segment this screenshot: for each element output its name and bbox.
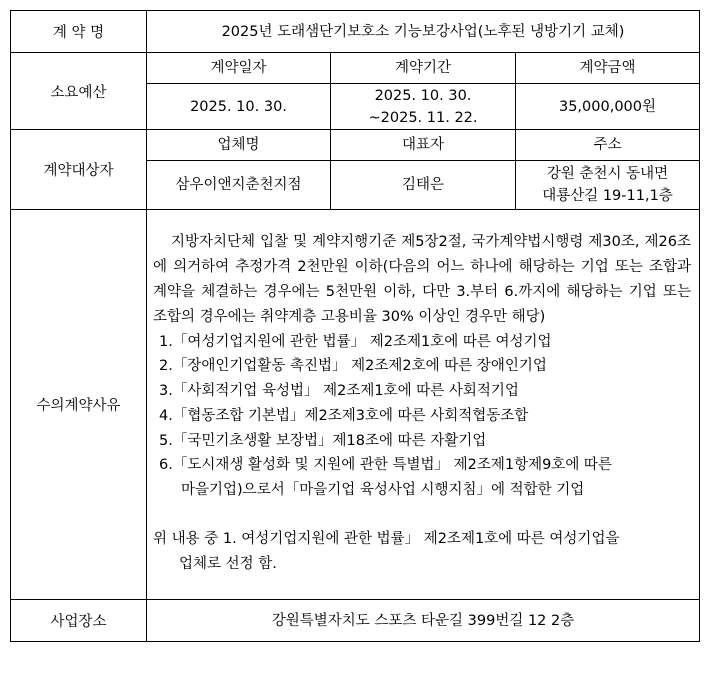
reason-spacer <box>153 503 691 527</box>
reason-item-6 <box>153 453 691 503</box>
location-value: 강원특별자치도 스포츠 타운길 399번길 12 2층 <box>147 600 700 642</box>
reason-item-2: 2.「장애인기업활동 촉진법」 제2조제2호에 따른 장애인기업 <box>159 358 547 375</box>
reason-item-5: 5.「국민기초생활 보장법」제18조에 따른 자활기업 <box>159 432 487 449</box>
budget-header-amount: 계약금액 <box>516 53 700 84</box>
reason-label: 수의계약사유 <box>11 210 147 600</box>
contractor-label: 계약대상자 <box>11 130 147 210</box>
representative-name: 김태은 <box>331 161 516 210</box>
reason-item-3: 3.「사회적기업 육성법」 제2조제1호에 따른 사회적기업 <box>159 383 519 400</box>
reason-content <box>147 210 700 600</box>
contract-period <box>331 84 516 130</box>
contract-name-label: 계 약 명 <box>11 11 147 53</box>
budget-header-row <box>11 53 700 84</box>
contractor-header-address: 주소 <box>516 130 700 161</box>
company-address-line2: 대룡산길 19-11,1층 <box>542 188 673 204</box>
contract-table <box>10 10 700 642</box>
contract-amount: 35,000,000원 <box>516 84 700 130</box>
budget-label: 소요예산 <box>11 53 147 130</box>
reason-item-6-line2: 마을기업)으로서「마을기업 육성사업 시행지침」에 적합한 기업 <box>181 482 585 499</box>
budget-header-period: 계약기간 <box>331 53 516 84</box>
location-row <box>11 600 700 642</box>
contract-name-value: 2025년 도래샘단기보호소 기능보강사업(노후된 냉방기기 교체) <box>147 11 700 53</box>
company-address-line1: 강원 춘천시 동내면 <box>546 166 669 182</box>
company-address <box>516 161 700 210</box>
reason-intro: 지방자치단체 입찰 및 계약지행기준 제5장2절, 국가계약법시행령 제30조, 제26조에 의거하여 추정가격 2천만원 이하(다음의 어느 하나에 해당하는 기업 또는 조합과 계약을 체결하는 경우에는 5천만원 이하, 다만 3.부터 6.까지에 해당하는 기업 또는 조합의 경우에는 취약계층 고용비율 30% 이상인 경우만 해당) <box>153 234 691 325</box>
reason-item-4: 4.「협동조합 기본법」제2조제3호에 따른 사회적협동조합 <box>159 407 529 424</box>
location-label: 사업장소 <box>11 600 147 642</box>
budget-header-date: 계약일자 <box>147 53 331 84</box>
reason-conclusion-line1: 위 내용 중 1. 여성기업지원에 관한 법률」 제2조제1호에 따른 여성기업을 <box>153 531 620 548</box>
contractor-header-representative: 대표자 <box>331 130 516 161</box>
contractor-header-company: 업체명 <box>147 130 331 161</box>
contract-date: 2025. 10. 30. <box>147 84 331 130</box>
contract-document <box>10 10 699 642</box>
reason-conclusion-line2: 업체로 선정 함. <box>179 555 277 572</box>
contractor-header-row <box>11 130 700 161</box>
reason-item-6-line1: 6.「도시재생 활성화 및 지원에 관한 특별법」 제2조제1항제9호에 따른 <box>159 457 612 474</box>
reason-row <box>11 210 700 600</box>
contract-name-row <box>11 11 700 53</box>
contract-period-end: ~2025. 11. 22. <box>368 109 478 126</box>
company-name: 삼우이앤지춘천지점 <box>147 161 331 210</box>
contract-period-start: 2025. 10. 30. <box>374 87 472 104</box>
reason-item-1: 1.「여성기업지원에 관한 법률」 제2조제1호에 따른 여성기업 <box>159 333 552 350</box>
